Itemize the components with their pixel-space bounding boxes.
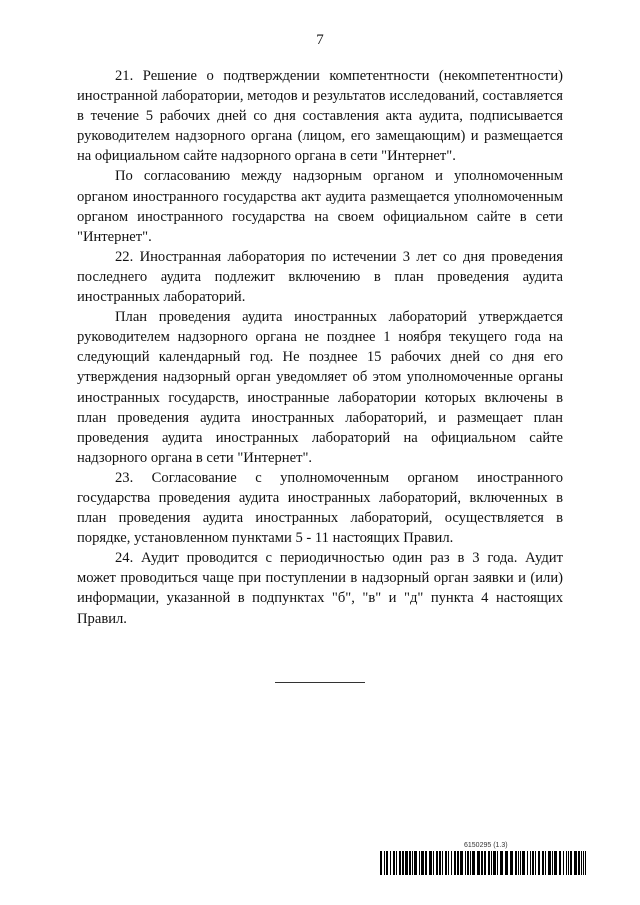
document-body bbox=[77, 66, 563, 629]
document-code: 6150295 (1.3) bbox=[464, 842, 508, 849]
barcode-icon bbox=[380, 851, 588, 875]
paragraph-24: 24. Аудит проводится с периодичностью один раз в 3 года. Аудит может проводиться чаще при поступлении в надзорный орган заявки и (или) информации, указанной в подпунктах "б", "в" и "д" пункта 4 настоящих Правил. bbox=[77, 550, 563, 627]
paragraph-22-plan: План проведения аудита иностранных лабораторий утверждается руководителем надзорного органа не позднее 1 ноября текущего года на следующий календарный год. Не позднее 15 рабочих дней со дня его утверждения надзорный орган уведомляет об этом уполномоченные органы иностранных государств, иностранные лаборатории которых включены в план проведения аудита иностранных лабораторий, и размещает план проведения аудита иностранных лабораторий на официальном сайте надзорного органа в сети "Интернет". bbox=[77, 309, 563, 466]
page-number: 7 bbox=[316, 32, 324, 48]
paragraph-22: 22. Иностранная лаборатория по истечении 3 лет со дня проведения последнего аудита подлежит включению в план проведения аудита иностранных лабораторий. bbox=[77, 248, 563, 306]
paragraph-21: 21. Решение о подтверждении компетентности (некомпетентности) иностранной лаборатории, методов и результатов исследований, составляется в течение 5 рабочих дней со дня составления акта аудита, подписывается руководителем надзорного органа (лицом, его замещающим) и размещается на официальном сайте надзорного органа в сети "Интернет". bbox=[77, 68, 563, 165]
paragraph-21-agreement: По согласованию между надзорным органом и уполномоченным органом иностранного государства акт аудита размещается уполномоченным органом иностранного государства на своем официальном сайте в сети "Интернет". bbox=[77, 168, 563, 245]
end-divider bbox=[275, 682, 365, 683]
paragraph-23: 23. Согласование с уполномоченным органом иностранного государства проведения аудита иностранных лабораторий, включенных в план проведения аудита иностранных лабораторий, осуществляется в порядке, установленном пунктами 5 - 11 настоящих Правил. bbox=[77, 469, 563, 547]
